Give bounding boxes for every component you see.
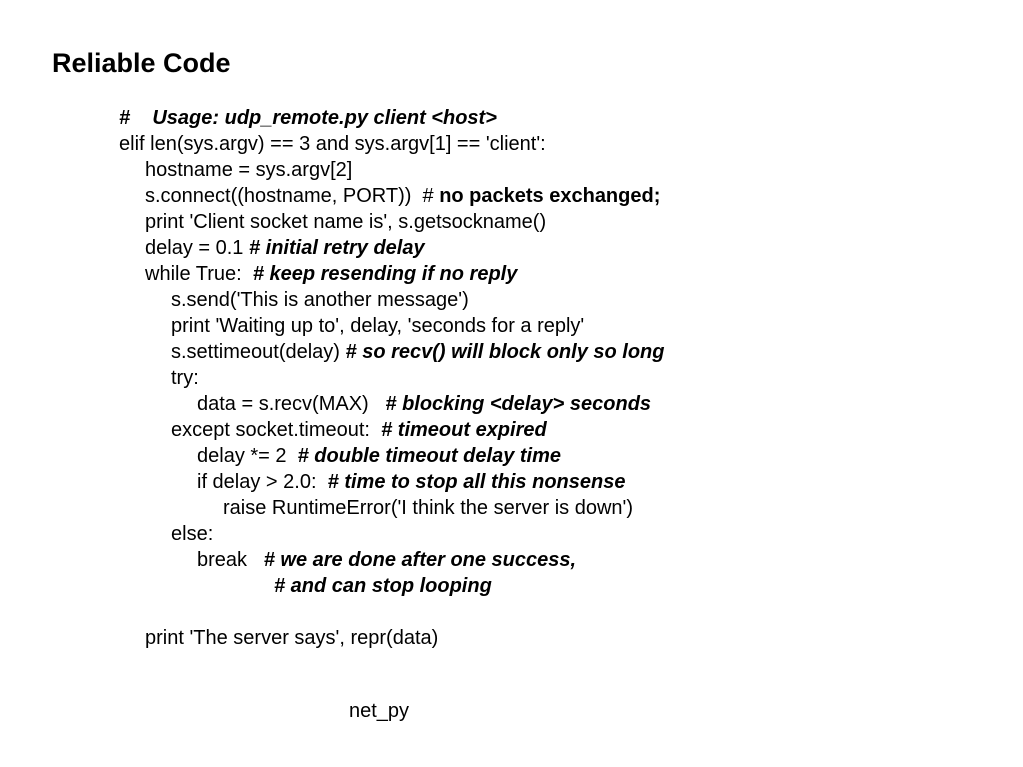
code-comment: # keep resending if no reply: [252, 263, 518, 285]
code-text: break: [197, 549, 264, 571]
code-comment: # Usage: udp_remote.py client <host>: [119, 107, 497, 129]
code-line-16: [119, 495, 664, 521]
code-line-6: [119, 235, 664, 261]
code-text: data = s.recv(MAX): [197, 393, 386, 415]
code-comment: # double timeout delay time: [297, 445, 562, 467]
code-line-14: [119, 443, 664, 469]
code-text: s.send('This is another message'): [171, 289, 469, 311]
code-text: s.connect((hostname, PORT)) #: [145, 185, 440, 207]
code-text: elif len(sys.argv) == 3 and sys.argv[1] == 'client':: [119, 133, 546, 155]
code-listing: [119, 105, 664, 651]
slide-title: Reliable Code: [52, 48, 231, 78]
code-text: print 'Client socket name is', s.getsockname(): [145, 211, 547, 233]
code-line-4: [119, 183, 664, 209]
code-text: try:: [171, 367, 199, 389]
code-line-5: [119, 209, 664, 235]
code-line-21: [119, 625, 664, 651]
code-line-3: [119, 157, 664, 183]
code-line-17: [119, 521, 664, 547]
code-comment: # blocking <delay> seconds: [385, 393, 652, 415]
code-line-19: [119, 573, 664, 599]
code-comment: # and can stop looping: [274, 575, 492, 597]
code-text: delay = 0.1: [145, 237, 249, 259]
code-line-12: [119, 391, 664, 417]
code-line-2: [119, 131, 664, 157]
code-text: s.settimeout(delay): [171, 341, 346, 363]
code-comment: # initial retry delay: [248, 237, 425, 259]
code-text: else:: [171, 523, 214, 545]
code-comment: # time to stop all this nonsense: [327, 471, 626, 493]
code-comment: no packets exchanged;: [439, 185, 661, 207]
code-line-7: [119, 261, 664, 287]
code-line-blank: [119, 599, 664, 625]
code-line-10: [119, 339, 664, 365]
code-comment: # so recv() will block only so long: [345, 341, 665, 363]
code-line-18: [119, 547, 664, 573]
code-text: raise RuntimeError('I think the server is down'): [223, 497, 633, 519]
code-text: print 'The server says', repr(data): [145, 627, 439, 649]
code-comment: # timeout expired: [381, 419, 547, 441]
code-text: delay *= 2: [197, 445, 298, 467]
code-text: except socket.timeout:: [171, 419, 382, 441]
code-line-15: [119, 469, 664, 495]
code-line-9: [119, 313, 664, 339]
code-line-11: [119, 365, 664, 391]
code-text: if delay > 2.0:: [197, 471, 328, 493]
code-text: while True:: [145, 263, 253, 285]
code-line-8: [119, 287, 664, 313]
code-text: print 'Waiting up to', delay, 'seconds for a reply': [171, 315, 585, 337]
footer-label: net_py: [349, 700, 410, 722]
code-line-1: [119, 105, 664, 131]
code-comment: # we are done after one success,: [263, 549, 577, 571]
code-text: hostname = sys.argv[2]: [145, 159, 353, 181]
code-line-13: [119, 417, 664, 443]
